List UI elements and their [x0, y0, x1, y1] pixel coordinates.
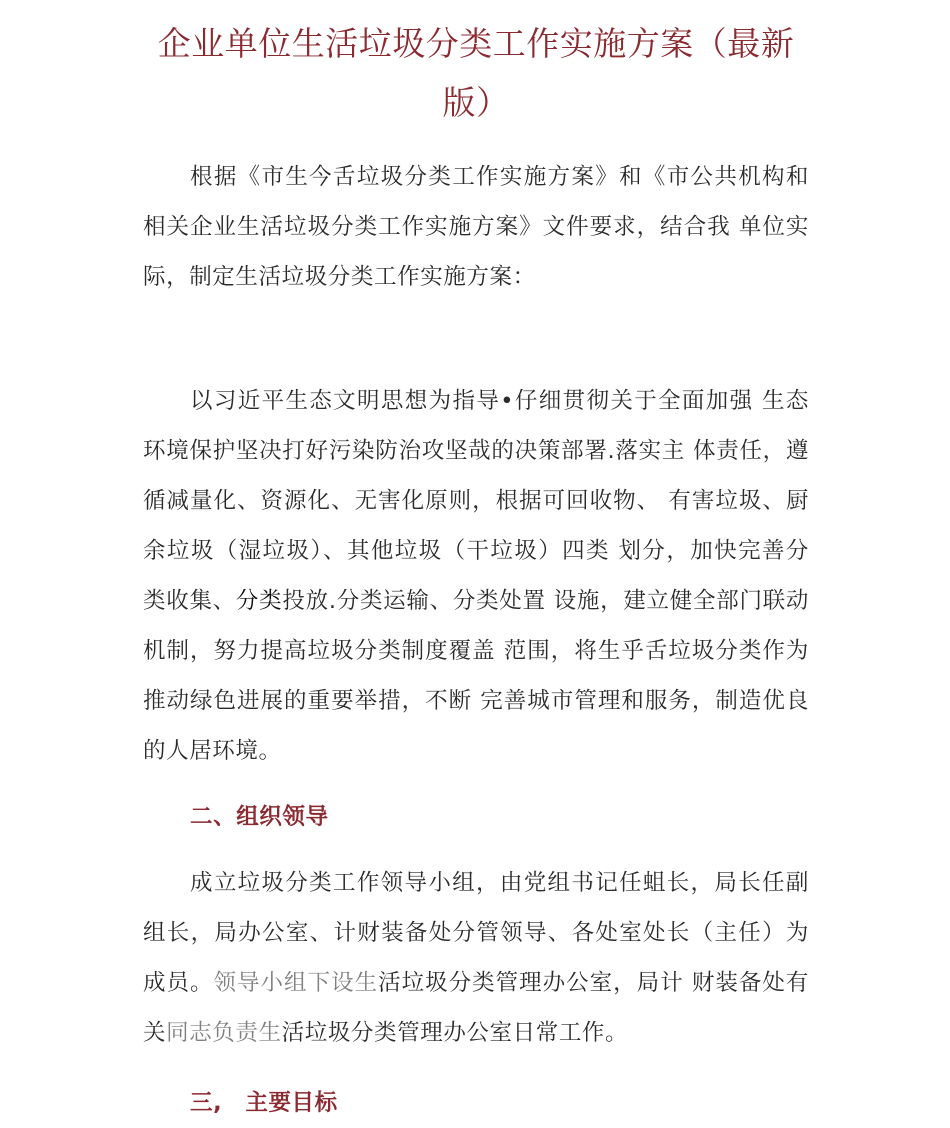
emphasized-text: 分类 [235, 588, 283, 614]
section-heading-main-goals: 三, 主要目标 [190, 1090, 338, 1116]
paragraph-text: 活垃圾分类管理办公室，局计 财装备处有关 [143, 970, 809, 1046]
paragraph-text: 以习近平生态文明思想为指导•仔细贯彻关于全面加强 生态环境保护坚决打好污染防治攻坚哉的决策部署.落实主 体责任，遵循减量化、资源化、无害化原则，根据可回收物、 有害垃圾、厨余垃圾（湿垃圾）、其他垃圾（干垃圾）四类 划分，加快完善分类收集、 [143, 388, 809, 614]
document-page [143, 0, 809, 1128]
paragraph-text: 活垃圾分类管理办公室日常工作。 [281, 1020, 629, 1046]
section-heading-organization: 二、组织领导 [190, 804, 329, 830]
organization-paragraph [143, 858, 809, 1058]
intro-paragraph: 根据《市生今舌垃圾分类工作实施方案》和《市公共机构和相关企业生活垃圾分类工作实施方案》文件要求，结合我 单位实际，制定生活垃圾分类工作实施方案： [143, 164, 809, 290]
guiding-principles-paragraph [143, 376, 809, 776]
paragraph-text: 成立垃圾分类工作领导小组，由党组书记任蛆长，局长任副组长，局办公室、计财装备处分管领导、各处室处长（主任）为成员。 [143, 870, 809, 996]
paragraph-text: 投放.分类运输、分类处置 设施，建立健全部门联动机制，努力提高垃圾分类制度覆盖 范围，将生乎舌垃圾分类作为推动绿色进展的重要举措，不断 完善城市管理和服务，制造优良的人居环境。 [143, 588, 810, 764]
document-title: 企业单位生活垃圾分类工作实施方案（最新版） [157, 24, 795, 122]
muted-text: 领导小组下设生 [213, 970, 379, 996]
muted-text: 同志负责生 [166, 1020, 282, 1046]
